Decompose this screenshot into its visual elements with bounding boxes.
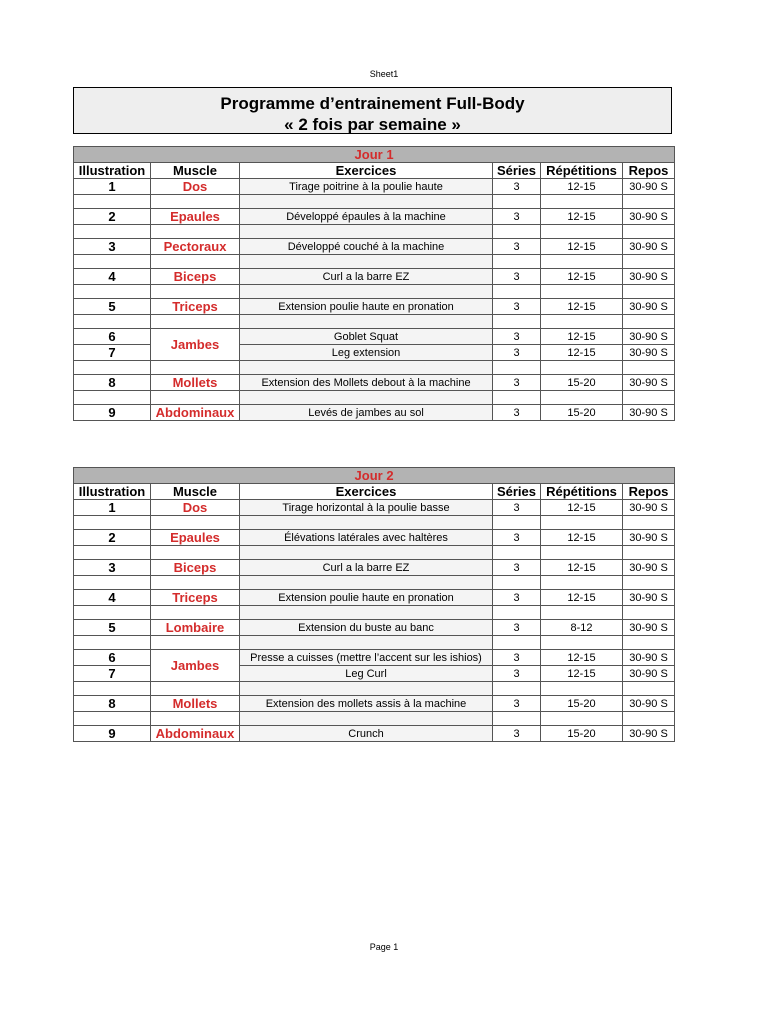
empty-cell: [493, 516, 541, 530]
day-header-row: [74, 468, 675, 484]
repetitions: 15-20: [541, 405, 623, 421]
illustration-number: 6: [74, 650, 151, 666]
empty-cell: [74, 195, 151, 209]
empty-cell: [493, 195, 541, 209]
empty-cell: [623, 546, 675, 560]
empty-cell: [541, 712, 623, 726]
series-count: 3: [493, 726, 541, 742]
rest-time: 30-90 S: [623, 530, 675, 546]
series-count: 3: [493, 375, 541, 391]
empty-cell: [493, 606, 541, 620]
empty-cell: [151, 576, 240, 590]
empty-cell: [151, 636, 240, 650]
column-header: Muscle: [151, 163, 240, 179]
illustration-number: 9: [74, 405, 151, 421]
empty-cell: [74, 682, 151, 696]
day-2-table: [73, 467, 675, 742]
empty-cell: [623, 636, 675, 650]
empty-cell: [623, 391, 675, 405]
repetitions: 12-15: [541, 209, 623, 225]
rest-time: 30-90 S: [623, 590, 675, 606]
day-1-table: [73, 146, 675, 421]
empty-cell: [240, 606, 493, 620]
series-count: 3: [493, 179, 541, 195]
repetitions: 12-15: [541, 179, 623, 195]
empty-cell: [493, 225, 541, 239]
empty-cell: [151, 712, 240, 726]
exercise-name: Extension des mollets assis à la machine: [240, 696, 493, 712]
empty-cell: [151, 546, 240, 560]
muscle-group: Abdominaux: [151, 726, 240, 742]
rest-time: 30-90 S: [623, 560, 675, 576]
series-count: 3: [493, 269, 541, 285]
empty-cell: [74, 576, 151, 590]
empty-cell: [240, 712, 493, 726]
exercise-row: [74, 299, 675, 315]
spacer-row: [74, 636, 675, 650]
illustration-number: 1: [74, 179, 151, 195]
empty-cell: [493, 255, 541, 269]
page-number: Page 1: [369, 942, 399, 952]
series-count: 3: [493, 405, 541, 421]
empty-cell: [240, 636, 493, 650]
muscle-group: Biceps: [151, 560, 240, 576]
repetitions: 12-15: [541, 666, 623, 682]
muscle-group: Triceps: [151, 590, 240, 606]
illustration-number: 1: [74, 500, 151, 516]
exercise-name: Leg Curl: [240, 666, 493, 682]
empty-cell: [623, 576, 675, 590]
illustration-number: 8: [74, 696, 151, 712]
empty-cell: [240, 255, 493, 269]
muscle-group: Triceps: [151, 299, 240, 315]
empty-cell: [541, 315, 623, 329]
empty-cell: [151, 255, 240, 269]
page-title: [73, 87, 672, 134]
empty-cell: [74, 315, 151, 329]
illustration-number: 3: [74, 560, 151, 576]
empty-cell: [623, 225, 675, 239]
exercise-name: Goblet Squat: [240, 329, 493, 345]
title-line-1: Programme d’entrainement Full-Body: [220, 94, 525, 113]
rest-time: 30-90 S: [623, 299, 675, 315]
spacer-row: [74, 361, 675, 375]
day-label: Jour 2: [74, 468, 675, 484]
column-header: Repos: [623, 484, 675, 500]
muscle-group: Epaules: [151, 530, 240, 546]
empty-cell: [623, 361, 675, 375]
repetitions: 12-15: [541, 650, 623, 666]
exercise-name: Tirage horizontal à la poulie basse: [240, 500, 493, 516]
empty-cell: [541, 285, 623, 299]
empty-cell: [541, 195, 623, 209]
series-count: 3: [493, 345, 541, 361]
exercise-row: [74, 405, 675, 421]
empty-cell: [541, 255, 623, 269]
empty-cell: [541, 361, 623, 375]
repetitions: 12-15: [541, 329, 623, 345]
empty-cell: [151, 606, 240, 620]
spacer-row: [74, 391, 675, 405]
empty-cell: [493, 285, 541, 299]
empty-cell: [493, 682, 541, 696]
exercise-row: [74, 375, 675, 391]
repetitions: 15-20: [541, 375, 623, 391]
empty-cell: [151, 682, 240, 696]
empty-cell: [240, 516, 493, 530]
repetitions: 12-15: [541, 269, 623, 285]
series-count: 3: [493, 209, 541, 225]
column-header: Séries: [493, 484, 541, 500]
rest-time: 30-90 S: [623, 329, 675, 345]
repetitions: 15-20: [541, 726, 623, 742]
empty-cell: [623, 255, 675, 269]
empty-cell: [541, 391, 623, 405]
exercise-row: [74, 696, 675, 712]
empty-cell: [623, 315, 675, 329]
series-count: 3: [493, 530, 541, 546]
empty-cell: [74, 516, 151, 530]
muscle-group: Epaules: [151, 209, 240, 225]
exercise-row: [74, 209, 675, 225]
column-header: Exercices: [240, 484, 493, 500]
repetitions: 12-15: [541, 345, 623, 361]
column-header: Exercices: [240, 163, 493, 179]
spacer-row: [74, 315, 675, 329]
empty-cell: [240, 225, 493, 239]
empty-cell: [240, 682, 493, 696]
series-count: 3: [493, 696, 541, 712]
spacer-row: [74, 606, 675, 620]
empty-cell: [240, 285, 493, 299]
illustration-number: 6: [74, 329, 151, 345]
exercise-row: [74, 329, 675, 345]
muscle-group: Dos: [151, 500, 240, 516]
exercise-row: [74, 650, 675, 666]
column-header: Séries: [493, 163, 541, 179]
repetitions: 15-20: [541, 696, 623, 712]
exercise-name: Extension du buste au banc: [240, 620, 493, 636]
illustration-number: 9: [74, 726, 151, 742]
series-count: 3: [493, 500, 541, 516]
empty-cell: [493, 391, 541, 405]
column-header-row: [74, 163, 675, 179]
empty-cell: [74, 712, 151, 726]
empty-cell: [623, 682, 675, 696]
muscle-group: Biceps: [151, 269, 240, 285]
illustration-number: 5: [74, 620, 151, 636]
series-count: 3: [493, 666, 541, 682]
empty-cell: [240, 315, 493, 329]
exercise-name: Extension poulie haute en pronation: [240, 590, 493, 606]
muscle-group: Mollets: [151, 696, 240, 712]
rest-time: 30-90 S: [623, 209, 675, 225]
exercise-row: [74, 726, 675, 742]
exercise-name: Tirage poitrine à la poulie haute: [240, 179, 493, 195]
rest-time: 30-90 S: [623, 375, 675, 391]
empty-cell: [240, 391, 493, 405]
rest-time: 30-90 S: [623, 666, 675, 682]
exercise-row: [74, 239, 675, 255]
series-count: 3: [493, 329, 541, 345]
column-header-row: [74, 484, 675, 500]
empty-cell: [151, 225, 240, 239]
illustration-number: 3: [74, 239, 151, 255]
empty-cell: [541, 576, 623, 590]
muscle-group: Lombaire: [151, 620, 240, 636]
empty-cell: [74, 225, 151, 239]
spacer-row: [74, 576, 675, 590]
column-header: Répétitions: [541, 163, 623, 179]
exercise-row: [74, 530, 675, 546]
exercise-name: Extension poulie haute en pronation: [240, 299, 493, 315]
rest-time: 30-90 S: [623, 405, 675, 421]
empty-cell: [74, 285, 151, 299]
empty-cell: [493, 712, 541, 726]
empty-cell: [240, 576, 493, 590]
spacer-row: [74, 712, 675, 726]
muscle-group: Pectoraux: [151, 239, 240, 255]
rest-time: 30-90 S: [623, 239, 675, 255]
column-header: Repos: [623, 163, 675, 179]
illustration-number: 7: [74, 345, 151, 361]
empty-cell: [541, 636, 623, 650]
illustration-number: 4: [74, 590, 151, 606]
illustration-number: 7: [74, 666, 151, 682]
spacer-row: [74, 255, 675, 269]
series-count: 3: [493, 239, 541, 255]
exercise-name: Élévations latérales avec haltères: [240, 530, 493, 546]
empty-cell: [74, 606, 151, 620]
rest-time: 30-90 S: [623, 269, 675, 285]
exercise-name: Curl a la barre EZ: [240, 560, 493, 576]
empty-cell: [74, 636, 151, 650]
illustration-number: 5: [74, 299, 151, 315]
rest-time: 30-90 S: [623, 696, 675, 712]
exercise-row: [74, 269, 675, 285]
empty-cell: [151, 391, 240, 405]
muscle-group: Jambes: [151, 650, 240, 682]
empty-cell: [493, 636, 541, 650]
exercise-name: Développé épaules à la machine: [240, 209, 493, 225]
rest-time: 30-90 S: [623, 726, 675, 742]
title-line-2: « 2 fois par semaine »: [284, 115, 461, 134]
day-label: Jour 1: [74, 147, 675, 163]
repetitions: 12-15: [541, 239, 623, 255]
spacer-row: [74, 516, 675, 530]
spacer-row: [74, 195, 675, 209]
spacer-row: [74, 225, 675, 239]
rest-time: 30-90 S: [623, 650, 675, 666]
exercise-row: [74, 590, 675, 606]
exercise-row: [74, 620, 675, 636]
empty-cell: [541, 606, 623, 620]
empty-cell: [151, 516, 240, 530]
empty-cell: [151, 195, 240, 209]
spacer-row: [74, 682, 675, 696]
sheet-label: Sheet1: [369, 69, 399, 79]
column-header: Muscle: [151, 484, 240, 500]
illustration-number: 8: [74, 375, 151, 391]
empty-cell: [493, 361, 541, 375]
empty-cell: [74, 255, 151, 269]
muscle-group: Dos: [151, 179, 240, 195]
exercise-name: Crunch: [240, 726, 493, 742]
column-header: Répétitions: [541, 484, 623, 500]
empty-cell: [623, 285, 675, 299]
series-count: 3: [493, 560, 541, 576]
empty-cell: [623, 606, 675, 620]
repetitions: 8-12: [541, 620, 623, 636]
repetitions: 12-15: [541, 590, 623, 606]
illustration-number: 4: [74, 269, 151, 285]
exercise-row: [74, 500, 675, 516]
empty-cell: [541, 682, 623, 696]
exercise-row: [74, 179, 675, 195]
repetitions: 12-15: [541, 500, 623, 516]
spacer-row: [74, 285, 675, 299]
spacer-row: [74, 546, 675, 560]
repetitions: 12-15: [541, 299, 623, 315]
empty-cell: [240, 546, 493, 560]
illustration-number: 2: [74, 530, 151, 546]
column-header: Illustration: [74, 484, 151, 500]
rest-time: 30-90 S: [623, 500, 675, 516]
empty-cell: [74, 546, 151, 560]
day-header-row: [74, 147, 675, 163]
empty-cell: [493, 576, 541, 590]
empty-cell: [74, 391, 151, 405]
series-count: 3: [493, 650, 541, 666]
muscle-group: Abdominaux: [151, 405, 240, 421]
exercise-name: Curl a la barre EZ: [240, 269, 493, 285]
exercise-row: [74, 560, 675, 576]
series-count: 3: [493, 299, 541, 315]
repetitions: 12-15: [541, 560, 623, 576]
series-count: 3: [493, 590, 541, 606]
empty-cell: [240, 195, 493, 209]
repetitions: 12-15: [541, 530, 623, 546]
empty-cell: [493, 315, 541, 329]
empty-cell: [493, 546, 541, 560]
empty-cell: [623, 516, 675, 530]
exercise-name: Presse a cuisses (mettre l’accent sur les ishios): [240, 650, 493, 666]
empty-cell: [541, 516, 623, 530]
empty-cell: [151, 361, 240, 375]
muscle-group: Mollets: [151, 375, 240, 391]
empty-cell: [541, 225, 623, 239]
empty-cell: [151, 315, 240, 329]
empty-cell: [74, 361, 151, 375]
illustration-number: 2: [74, 209, 151, 225]
empty-cell: [623, 712, 675, 726]
exercise-name: Levés de jambes au sol: [240, 405, 493, 421]
series-count: 3: [493, 620, 541, 636]
exercise-name: Développé couché à la machine: [240, 239, 493, 255]
empty-cell: [541, 546, 623, 560]
column-header: Illustration: [74, 163, 151, 179]
rest-time: 30-90 S: [623, 345, 675, 361]
exercise-name: Extension des Mollets debout à la machine: [240, 375, 493, 391]
empty-cell: [240, 361, 493, 375]
empty-cell: [623, 195, 675, 209]
rest-time: 30-90 S: [623, 179, 675, 195]
muscle-group: Jambes: [151, 329, 240, 361]
exercise-name: Leg extension: [240, 345, 493, 361]
rest-time: 30-90 S: [623, 620, 675, 636]
empty-cell: [151, 285, 240, 299]
